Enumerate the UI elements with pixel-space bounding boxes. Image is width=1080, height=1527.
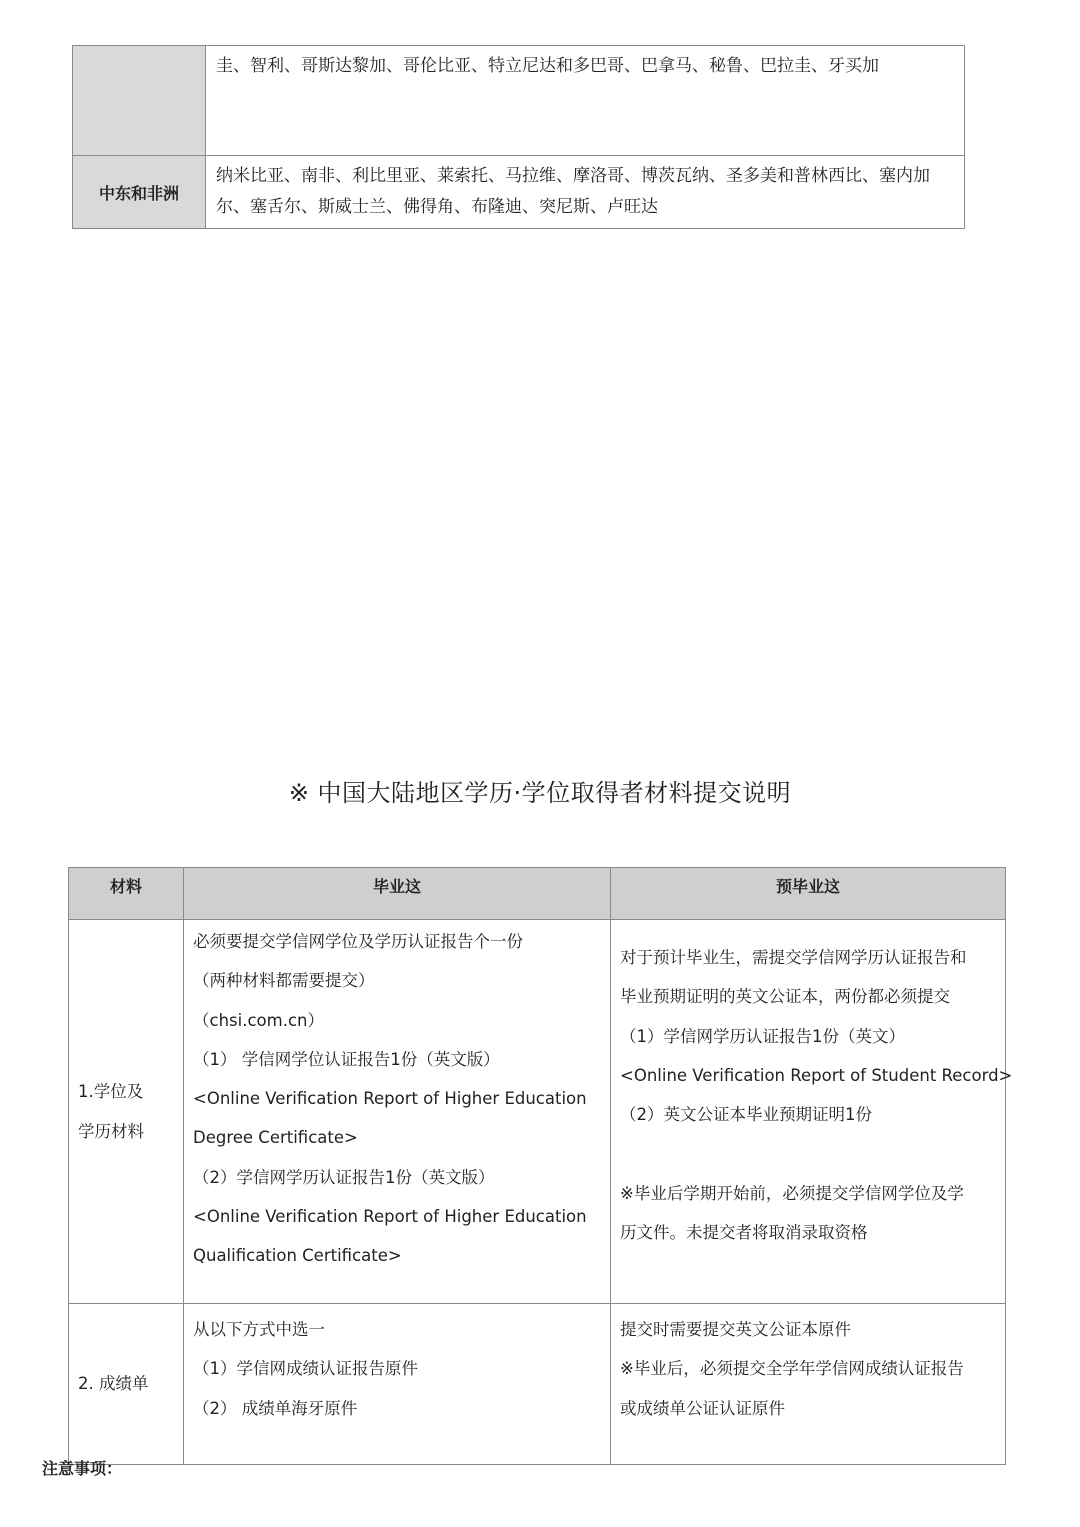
- material-cell: [69, 920, 184, 1304]
- table-row: [69, 920, 1006, 1304]
- header-material: 材料: [69, 868, 184, 920]
- cell-line: （2）英文公证本毕业预期证明1份: [620, 1105, 872, 1125]
- material-line: 1.学位及: [78, 1082, 144, 1102]
- table-row: [73, 46, 965, 156]
- cell-line: 提交时需要提交英文公证本原件: [620, 1320, 851, 1339]
- cell-line: 毕业预期证明的英文公证本，两份都必须提交: [620, 987, 950, 1007]
- cell-line: （两种材料都需要提交）: [193, 971, 375, 991]
- header-row: [69, 868, 1006, 920]
- region-label: [73, 46, 206, 156]
- table-row: [73, 156, 965, 229]
- table-row: [69, 1304, 1006, 1465]
- country-list: 纳米比亚、南非、利比里亚、莱索托、马拉维、摩洛哥、博茨瓦纳、圣多美和普林西比、塞内加尔、塞舌尔、斯威士兰、佛得角、布隆迪、突尼斯、卢旺达: [206, 156, 965, 229]
- header-pre-graduate: 预毕业这: [611, 868, 1006, 920]
- cell-line: <Online Verification Report of Student Record>: [620, 1065, 1013, 1085]
- cell-line: 对于预计毕业生，需提交学信网学历认证报告和: [620, 948, 967, 967]
- notes-heading: 注意事项：: [42, 1459, 123, 1478]
- material-cell: [69, 1304, 184, 1465]
- material-line: 2. 成绩单: [78, 1374, 149, 1394]
- region-label: 中东和非洲: [73, 156, 206, 229]
- cell-line: 从以下方式中选一: [193, 1320, 325, 1339]
- graduated-cell: [184, 1304, 611, 1465]
- pre-graduate-cell: [611, 920, 1013, 1304]
- cell-line: ※毕业后学期开始前，必须提交学信网学位及学: [620, 1183, 964, 1203]
- cell-line: ※毕业后，必须提交全学年学信网成绩认证报告: [620, 1359, 964, 1379]
- cell-line: <Online Verification Report of Higher Education: [193, 1207, 587, 1227]
- cell-line: Degree Certificate>: [193, 1128, 358, 1148]
- cell-line: （chsi.com.cn）: [193, 1010, 324, 1030]
- section-title: ※ 中国大陆地区学历·学位取得者材料提交说明: [288, 779, 792, 807]
- cell-line: 必须要提交学信网学位及学历认证报告个一份: [193, 932, 523, 951]
- region-table: [72, 45, 965, 229]
- cell-line: Qualification Certificate>: [193, 1246, 402, 1266]
- materials-table: [68, 867, 1013, 1465]
- material-line: 学历材料: [78, 1121, 144, 1141]
- header-graduated: 毕业这: [184, 868, 611, 920]
- cell-line: （2） 成绩单海牙原件: [193, 1398, 358, 1418]
- cell-line: 或成绩单公证认证原件: [620, 1398, 785, 1418]
- pre-graduate-cell: [611, 1304, 1006, 1465]
- cell-line: （2）学信网学历认证报告1份（英文版）: [193, 1167, 495, 1187]
- cell-line: 历文件。未提交者将取消录取资格: [620, 1223, 868, 1243]
- country-list: 圭、智利、哥斯达黎加、哥伦比亚、特立尼达和多巴哥、巴拿马、秘鲁、巴拉圭、牙买加: [206, 46, 965, 156]
- blank-line: [620, 1134, 997, 1173]
- graduated-cell: [184, 920, 611, 1304]
- cell-line: （1） 学信网学位认证报告1份（英文版）: [193, 1049, 500, 1069]
- cell-line: （1）学信网成绩认证报告原件: [193, 1359, 418, 1379]
- cell-line: <Online Verification Report of Higher Education: [193, 1089, 587, 1109]
- cell-line: （1）学信网学历认证报告1份（英文）: [620, 1026, 905, 1046]
